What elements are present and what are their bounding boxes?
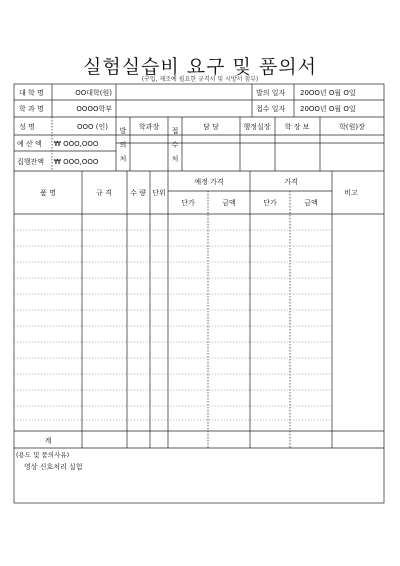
balance-value: ₩ OOO,OOO — [54, 158, 99, 166]
dean-label: 학(원)장 — [339, 123, 365, 131]
estimated-price-header: 예정 가격 — [194, 178, 224, 186]
request-date-value: 20OO년 O월 O일 — [300, 89, 356, 97]
request-date-label: 발의 일자 — [256, 89, 286, 97]
purpose-text: 영상 신호처리 실험 — [24, 463, 83, 471]
balance-label: 집행잔액 — [17, 158, 45, 166]
originator-label-1: 발 — [119, 127, 127, 135]
university-label: 대 학 명 — [19, 89, 44, 97]
budget-value: ₩ OOO,OOO — [54, 140, 99, 148]
qty-header: 수 량 — [130, 189, 146, 197]
section-head-label: 학 장 보 — [284, 123, 310, 131]
university-value: OO대학(원) — [75, 89, 112, 97]
name-value: OOO (인) — [77, 123, 108, 131]
department-label: 학 과 명 — [19, 105, 44, 113]
purpose-label: (용도 및 품의사유) — [16, 451, 70, 459]
originator-label-3: 처 — [119, 155, 127, 163]
receipt-label-1: 접 — [171, 127, 179, 135]
price-unit-price-header: 단가 — [263, 199, 277, 207]
page-title: 실험실습비 요구 및 품의서 — [82, 56, 317, 78]
price-amount-header: 금액 — [304, 199, 318, 207]
page-subtitle: (구입, 제조예 필요한 규격서 및 시방서 첨부) — [141, 76, 259, 83]
receipt-label-3: 처 — [171, 155, 179, 163]
receipt-date-value: 20OO년 O월 O일 — [300, 105, 356, 113]
name-label: 성 명 — [19, 123, 35, 131]
estimated-amount-header: 금액 — [222, 199, 236, 207]
note-header: 비고 — [344, 189, 358, 197]
price-header: 가격 — [284, 178, 298, 186]
item-row-lines — [14, 230, 332, 420]
originator-label-2: 의 — [119, 141, 127, 149]
estimated-unit-price-header: 단가 — [181, 199, 195, 207]
unit-header: 단위 — [152, 189, 166, 197]
total-label: 계 — [44, 437, 52, 445]
spec-header: 규 격 — [96, 189, 112, 197]
budget-label: 예 산 액 — [17, 140, 42, 148]
dept-head-label: 학과장 — [138, 123, 160, 131]
staff-label: 담 당 — [203, 123, 219, 131]
receipt-label-2: 수 — [171, 141, 179, 149]
receipt-date-label: 접수 일자 — [256, 105, 286, 113]
department-value: OOOO학부 — [76, 105, 112, 113]
admin-head-label: 행정실장 — [243, 123, 271, 131]
item-name-header: 품 명 — [40, 189, 56, 197]
